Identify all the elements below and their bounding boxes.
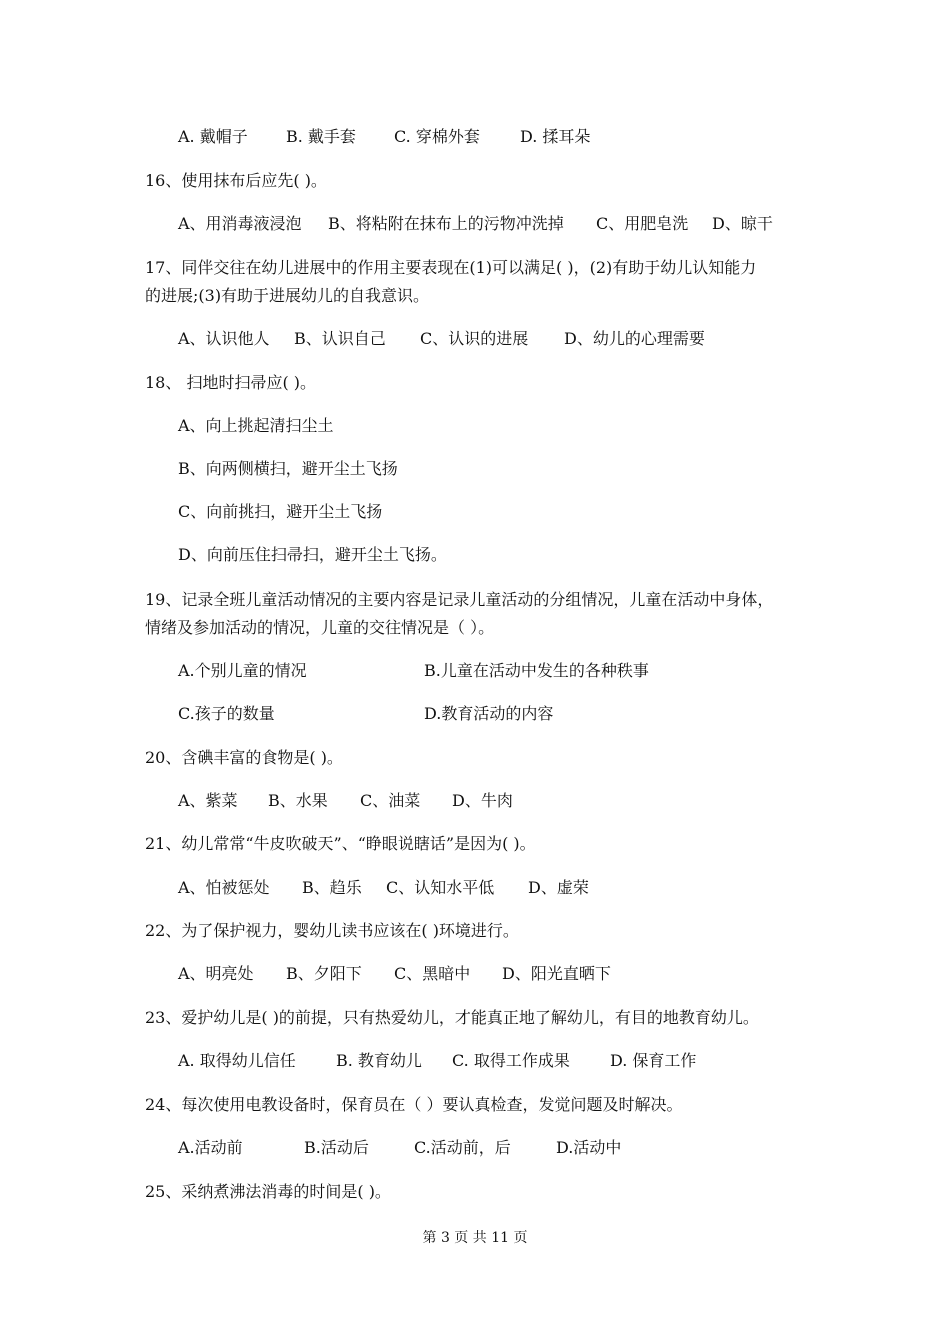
option-c: C、黑暗中 [394, 964, 471, 983]
question-17-line-1: 17、同伴交往在幼儿进展中的作用主要表现在(1)可以满足( )，(2)有助于幼儿认知能力 [145, 258, 757, 277]
option-b: B、将粘附在抹布上的污物冲洗掉 [328, 214, 564, 233]
option-a: A、紫菜 [178, 791, 238, 810]
option-d: D、牛肉 [452, 791, 513, 810]
question-21: 21、幼儿常常“牛皮吹破天”、“睁眼说瞎话”是因为( )。 [145, 834, 536, 853]
question-20: 20、含碘丰富的食物是( )。 [145, 748, 343, 767]
question-19-line-2: 情绪及参加活动的情况，儿童的交往情况是（ ）。 [145, 618, 495, 637]
question-22: 22、为了保护视力，婴幼儿读书应该在( )环境进行。 [145, 921, 519, 940]
option-b: B. 戴手套 [286, 127, 356, 146]
option-b: B、认识自己 [294, 329, 386, 348]
option-d: D. 保育工作 [610, 1051, 697, 1070]
option-d: D. 揉耳朵 [520, 127, 591, 146]
option-b: B、夕阳下 [286, 964, 362, 983]
question-18-option-d: D、向前压住扫帚扫，避开尘土飞扬。 [178, 545, 447, 564]
option-c: C、用肥皂洗 [596, 214, 689, 233]
question-18-option-b: B、向两侧横扫，避开尘土飞扬 [178, 459, 398, 478]
option-c: C、认知水平低 [386, 878, 495, 897]
option-a: A.个别儿童的情况 [178, 661, 307, 680]
option-b: B. 教育幼儿 [336, 1051, 422, 1070]
question-25: 25、采纳煮沸法消毒的时间是( )。 [145, 1182, 391, 1201]
option-a: A.活动前 [178, 1138, 243, 1157]
option-c: C. 穿棉外套 [394, 127, 480, 146]
question-19-line-1: 19、记录全班儿童活动情况的主要内容是记录儿童活动的分组情况，儿童在活动中身体， [145, 590, 774, 609]
question-18-option-c: C、向前挑扫，避开尘土飞扬 [178, 502, 383, 521]
option-d: D、阳光直晒下 [502, 964, 611, 983]
option-d: D、虚荣 [528, 878, 589, 897]
option-a: A、认识他人 [178, 329, 270, 348]
option-b: B.活动后 [304, 1138, 369, 1157]
option-a: A. 戴帽子 [178, 127, 248, 146]
question-24: 24、每次使用电教设备时，保育员在（ ）要认真检查，发觉问题及时解决。 [145, 1095, 683, 1114]
option-c: C、油菜 [360, 791, 421, 810]
option-b: B、水果 [268, 791, 328, 810]
option-a: A、怕被惩处 [178, 878, 270, 897]
option-d: D.教育活动的内容 [424, 704, 554, 723]
page-number-footer: 第 3 页 共 11 页 [422, 1230, 528, 1246]
option-c: C. 取得工作成果 [452, 1051, 570, 1070]
question-17-line-2: 的进展;(3)有助于进展幼儿的自我意识。 [145, 286, 430, 305]
option-c: C.孩子的数量 [178, 704, 275, 723]
option-d: D、幼儿的心理需要 [564, 329, 705, 348]
option-d: D、晾干 [712, 214, 773, 233]
question-16: 16、使用抹布后应先( )。 [145, 171, 327, 190]
option-b: B.儿童在活动中发生的各种秩事 [424, 661, 649, 680]
option-a: A、明亮处 [178, 964, 254, 983]
question-18-option-a: A、向上挑起清扫尘土 [178, 416, 334, 435]
option-c: C、认识的进展 [420, 329, 529, 348]
option-b: B、趋乐 [302, 878, 362, 897]
option-c: C.活动前，后 [414, 1138, 511, 1157]
question-23: 23、爱护幼儿是( )的前提，只有热爱幼儿，才能真正地了解幼儿，有目的地教育幼儿。 [145, 1008, 759, 1027]
option-d: D.活动中 [556, 1138, 622, 1157]
option-a: A. 取得幼儿信任 [178, 1051, 296, 1070]
option-a: A、用消毒液浸泡 [178, 214, 302, 233]
question-18: 18、 扫地时扫帚应( )。 [145, 373, 317, 392]
